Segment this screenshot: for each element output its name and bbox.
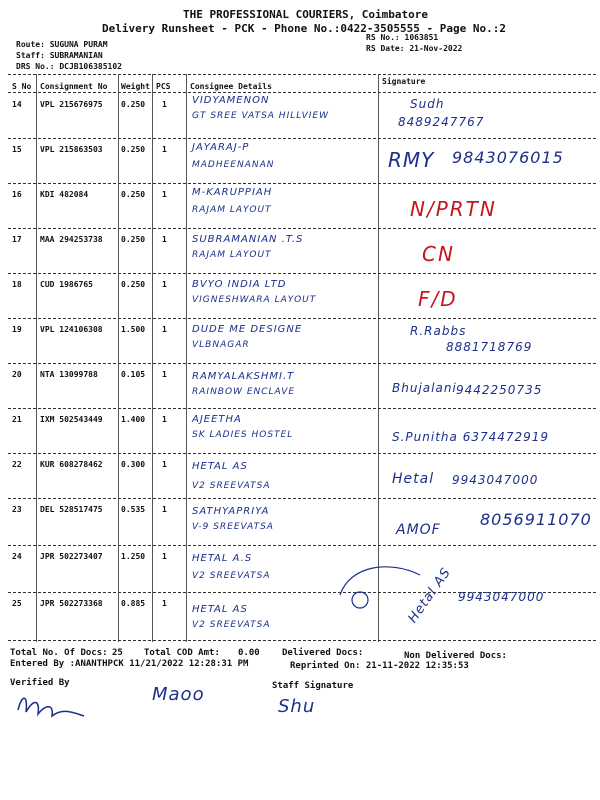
row-pcs: 1 [162,505,167,514]
row-weight: 0.535 [121,505,146,514]
cod-label: Total COD Amt: [144,648,220,658]
row-weight: 0.250 [121,280,146,289]
row-divider [8,453,596,454]
consignee-address: V2 SREEVATSA [192,481,271,491]
delivery-status-mark: CN [422,242,455,266]
consignee-name: HETAL A.S [192,553,253,564]
row-consignment: KUR 608278462 [40,460,103,469]
total-docs-label: Total No. Of Docs: [10,648,108,658]
consignee-address: RAINBOW ENCLAVE [192,387,296,397]
rs-number: RS No.: 1063851 [366,33,439,42]
row-pcs: 1 [162,280,167,289]
signature-phone: S.Punitha 6374472919 [392,430,550,444]
consignee-address: VLBNAGAR [192,340,250,350]
signature-scrawl: Hetal AS [405,565,455,626]
consignee-address: VIGNESHWARA LAYOUT [192,295,317,305]
table-row [0,275,600,316]
row-pcs: 1 [162,415,167,424]
rs-date: RS Date: 21-Nov-2022 [366,44,463,53]
row-pcs: 1 [162,599,167,608]
verified-by-label: Verified By [10,678,70,688]
consignee-name: BVYO INDIA LTD [192,279,287,290]
consignee-address: RAJAM LAYOUT [192,250,272,260]
row-divider [8,408,596,409]
col-pcs: PCS [156,82,171,91]
row-sno: 15 [12,145,22,154]
staff-signature-label: Staff Signature [272,681,354,691]
row-consignment: JPR 502273368 [40,599,103,608]
col-consignment: Consignment No [40,82,108,91]
row-sno: 16 [12,190,22,199]
row-weight: 0.250 [121,190,146,199]
row-divider [8,183,596,184]
table-row [0,185,600,226]
row-consignment: KDI 482084 [40,190,89,199]
table-row [0,95,600,136]
row-weight: 0.250 [121,145,146,154]
consignee-name: RAMYALAKSHMI.T [192,371,295,382]
consignee-name: M-KARUPPIAH [192,187,273,198]
row-divider [8,498,596,499]
staff-signature: Shu [278,696,316,717]
row-sno: 21 [12,415,22,424]
consignee-name: AJEETHA [192,414,242,425]
signature-scrawl: Hetal [392,471,435,487]
row-weight: 0.885 [121,599,146,608]
non-delivered-docs: Non Delivered Docs: [404,651,507,661]
col-sno: S No [12,82,32,91]
signature-phone: 8489247767 [398,115,485,129]
header-rule-top [8,74,596,75]
consignee-address: SK LADIES HOSTEL [192,430,294,440]
signature-scrawl: R.Rabbs [410,324,467,338]
row-pcs: 1 [162,145,167,154]
drs-number: DRS No.: DCJB106385102 [16,62,122,71]
table-row [0,320,600,361]
row-consignment: CUD 1986765 [40,280,93,289]
row-pcs: 1 [162,325,167,334]
verified-signature [14,690,94,724]
col-signature: Signature [382,77,426,86]
table-row [0,547,600,588]
row-pcs: 1 [162,370,167,379]
row-consignment: VPL 124106308 [40,325,103,334]
staff-label: Staff: SUBRAMANIAN [16,51,103,60]
row-sno: 25 [12,599,22,608]
entered-by: Entered By :ANANTHPCK 11/21/2022 12:28:31 PM [10,659,249,669]
signature-scrawl: AMOF [396,522,441,538]
signature-scrawl: RMY [388,148,435,172]
company-title: THE PROFESSIONAL COURIERS, Coimbatore [183,8,429,21]
table-row [0,140,600,181]
row-consignment: NTA 13099788 [40,370,98,379]
consignee-address: V-9 SREEVATSA [192,522,274,532]
circled-mark-scribble [330,555,450,615]
delivered-docs: Delivered Docs: [282,648,364,658]
consignee-name: VIDYAMENON [192,95,270,106]
row-consignment: IXM 502543449 [40,415,103,424]
row-sno: 14 [12,100,22,109]
signature-phone: 9943047000 [458,590,545,604]
delivery-status-mark: N/PRTN [410,197,497,221]
row-divider [8,228,596,229]
signature-phone: 9943047000 [452,473,539,487]
row-divider [8,138,596,139]
row-divider [8,273,596,274]
consignee-name: HETAL AS [192,461,248,472]
consignee-address: GT SREE VATSA HILLVIEW [192,111,330,121]
signature-phone: 8881718769 [446,340,533,354]
row-divider [8,545,596,546]
consignee-address: MADHEENANAN [192,160,275,170]
row-consignment: JPR 502273407 [40,552,103,561]
row-pcs: 1 [162,190,167,199]
row-weight: 0.105 [121,370,146,379]
consignee-name: DUDE ME DESIGNE [192,324,303,335]
consignee-name: SATHYAPRIYA [192,506,270,517]
row-pcs: 1 [162,460,167,469]
consignee-address: V2 SREEVATSA [192,571,271,581]
table-row [0,230,600,271]
table-row [0,410,600,451]
col-weight: Weight [121,82,150,91]
table-row [0,455,600,496]
row-consignment: DEL 528517475 [40,505,103,514]
consignee-name: JAYARAJ-P [192,142,250,153]
middle-signature: Maoo [152,684,205,705]
signature-phone: 9442250735 [456,383,543,397]
col-consignee: Consignee Details [190,82,272,91]
consignee-name: SUBRAMANIAN .T.S [192,234,304,245]
row-pcs: 1 [162,100,167,109]
row-sno: 23 [12,505,22,514]
consignee-address: RAJAM LAYOUT [192,205,272,215]
row-pcs: 1 [162,552,167,561]
cod-value: 0.00 [238,648,260,658]
signature-phone: 8056911070 [480,510,592,529]
signature-scrawl: Sudh [410,97,445,111]
row-weight: 1.500 [121,325,146,334]
consignee-name: HETAL AS [192,604,248,615]
row-weight: 1.400 [121,415,146,424]
row-weight: 0.300 [121,460,146,469]
row-consignment: VPL 215863503 [40,145,103,154]
row-consignment: MAA 294253738 [40,235,103,244]
row-weight: 0.250 [121,235,146,244]
row-consignment: VPL 215676975 [40,100,103,109]
row-sno: 20 [12,370,22,379]
table-row [0,365,600,406]
table-row [0,565,600,635]
route-label: Route: SUGUNA PURAM [16,40,108,49]
consignee-address: V2 SREEVATSA [192,620,271,630]
signature-phone: 9843076015 [452,148,564,167]
row-weight: 0.250 [121,100,146,109]
sheet-title: Delivery Runsheet - PCK - Phone No.:0422-3505555 - Page No.:2 [102,22,506,35]
header-rule-bottom [8,92,596,93]
row-sno: 17 [12,235,22,244]
signature-scrawl: Bhujalani [392,381,457,395]
row-divider [8,363,596,364]
table-row [0,500,600,541]
delivery-status-mark: F/D [418,287,458,311]
row-sno: 24 [12,552,22,561]
total-docs-value: 25 [112,648,123,658]
row-divider [8,640,596,641]
row-sno: 18 [12,280,22,289]
row-divider [8,318,596,319]
reprinted-on: Reprinted On: 21-11-2022 12:35:53 [290,661,469,671]
row-pcs: 1 [162,235,167,244]
row-weight: 1.250 [121,552,146,561]
row-sno: 22 [12,460,22,469]
row-sno: 19 [12,325,22,334]
